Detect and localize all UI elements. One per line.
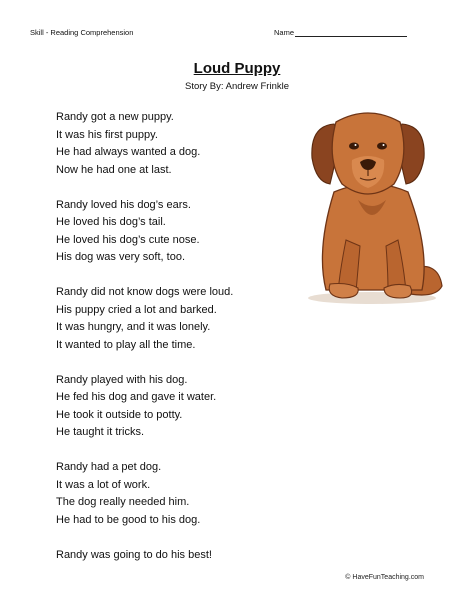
- story-line: Randy played with his dog.: [56, 373, 188, 386]
- story-line: His puppy cried a lot and barked.: [56, 303, 217, 316]
- story-line: Randy got a new puppy.: [56, 111, 174, 123]
- story-title: Loud Puppy: [193, 60, 281, 77]
- name-blank-line: [295, 28, 407, 37]
- story-line: Randy loved his dog’s ears.: [56, 198, 191, 211]
- stanza: [56, 547, 286, 565]
- story-byline: Story By: Andrew Frinkle: [184, 81, 289, 92]
- story-line: He loved his dog’s tail.: [56, 216, 166, 228]
- story-line: He took it outside to potty.: [56, 408, 183, 421]
- copyright-footer: © HaveFunTeaching.com: [345, 574, 424, 581]
- title-block: [0, 60, 474, 92]
- story-line: Randy did not know dogs were loud.: [56, 286, 234, 298]
- story-line: Now he had one at last.: [56, 163, 172, 176]
- story-line: His dog was very soft, too.: [56, 251, 185, 263]
- story-line: Randy was going to do his best!: [56, 548, 212, 561]
- story-text: [56, 109, 286, 582]
- story-line: It wanted to play all the time.: [56, 338, 196, 351]
- stanza: [56, 109, 286, 179]
- story-line: He taught it tricks.: [56, 426, 145, 438]
- story-line: He had always wanted a dog.: [56, 146, 201, 158]
- story-line: The dog really needed him.: [56, 496, 190, 508]
- story-line: It was hungry, and it was lonely.: [56, 321, 211, 333]
- name-field: [274, 28, 407, 37]
- stanza: [56, 459, 286, 529]
- name-label: Name: [274, 28, 295, 37]
- story-line: It was his first puppy.: [56, 128, 158, 141]
- story-line: He fed his dog and gave it water.: [56, 391, 217, 403]
- stanza: [56, 284, 286, 354]
- story-line: Randy had a pet dog.: [56, 461, 162, 473]
- stanza: [56, 372, 286, 442]
- skill-label: Skill - Reading Comprehension: [30, 28, 134, 37]
- puppy-illustration-icon: [286, 100, 448, 306]
- story-line: He loved his dog’s cute nose.: [56, 233, 200, 246]
- story-line: He had to be good to his dog.: [56, 513, 201, 526]
- stanza: [56, 197, 286, 267]
- worksheet-header: [30, 26, 444, 40]
- story-line: It was a lot of work.: [56, 478, 151, 491]
